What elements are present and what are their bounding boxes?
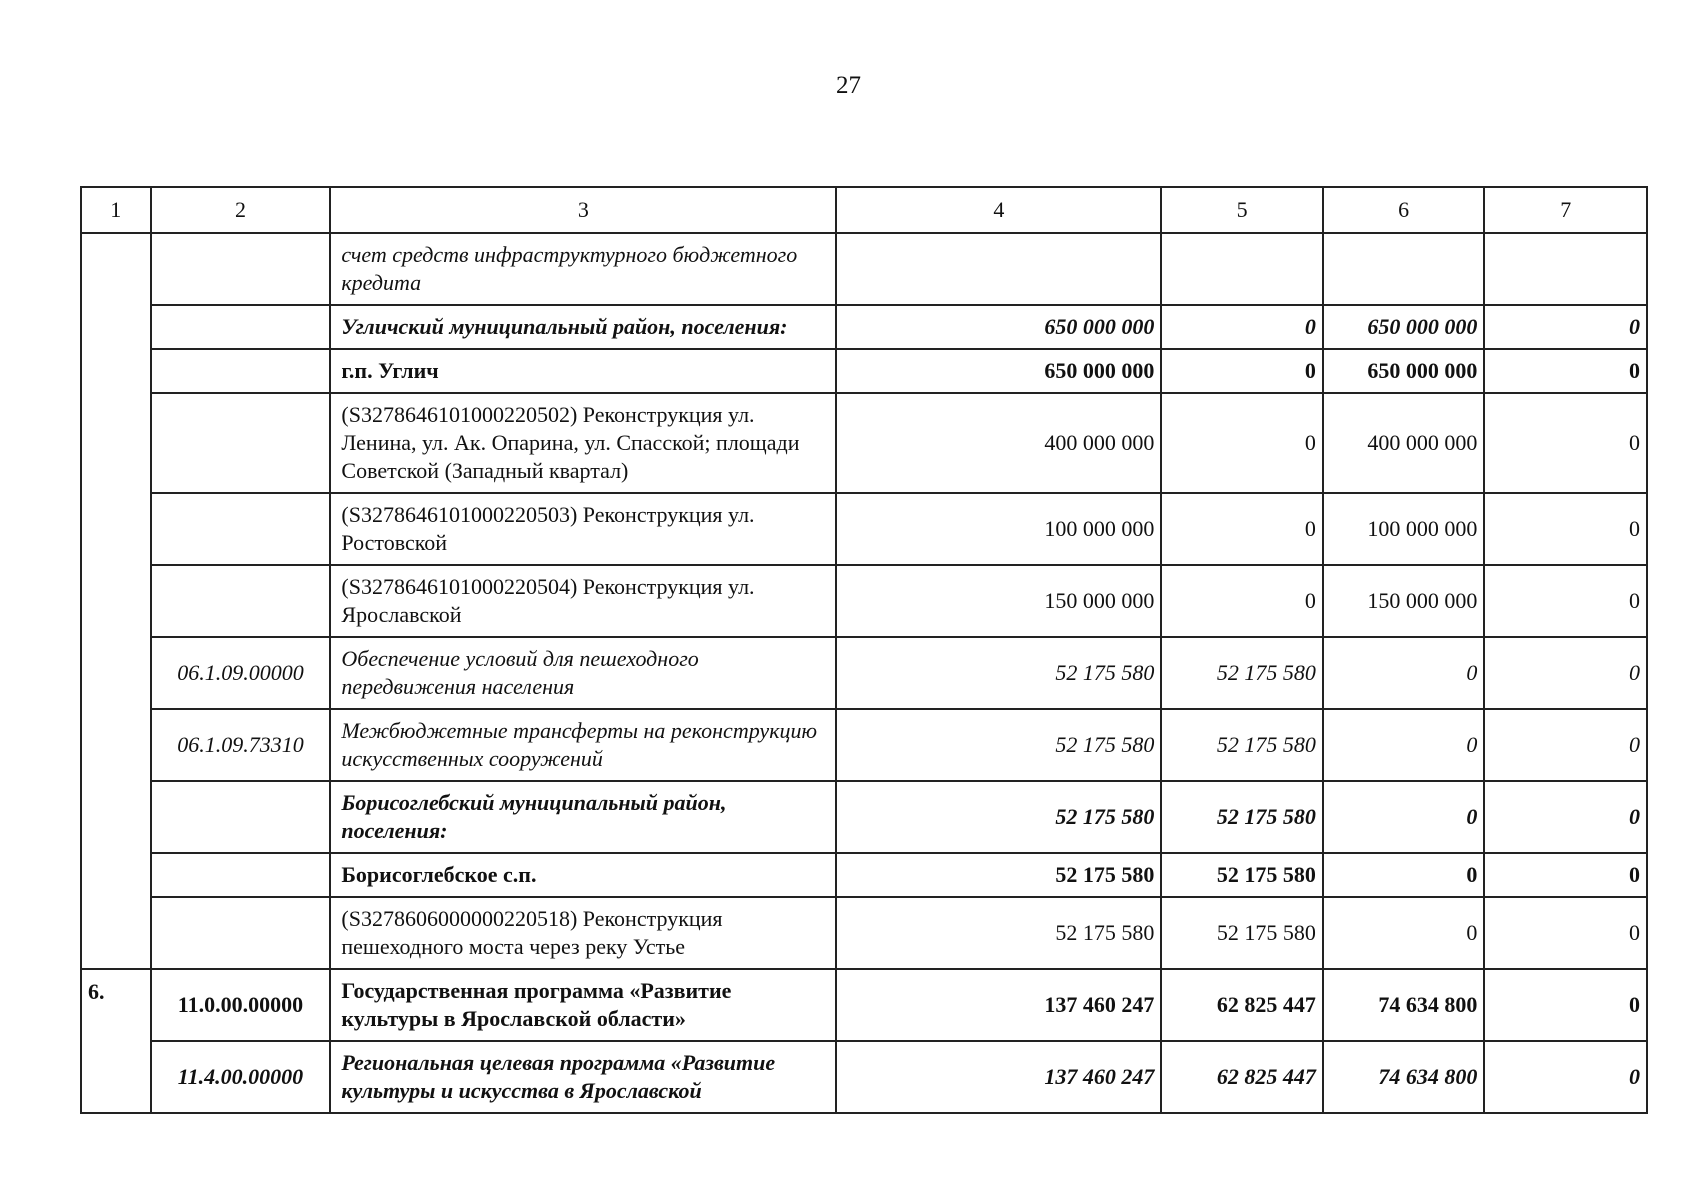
row-index: [81, 853, 151, 897]
row-col5: 52 175 580: [1161, 781, 1323, 853]
row-col6: [1323, 233, 1485, 305]
row-col6: 0: [1323, 781, 1485, 853]
row-col5: 0: [1161, 305, 1323, 349]
row-col4: 400 000 000: [836, 393, 1161, 493]
table-row: [81, 897, 1647, 969]
row-col7: 0: [1484, 349, 1647, 393]
row-col4: 137 460 247: [836, 1041, 1161, 1113]
row-code: 11.4.00.00000: [151, 1041, 331, 1113]
row-index: [81, 781, 151, 853]
table-row: [81, 349, 1647, 393]
row-col5: 0: [1161, 493, 1323, 565]
row-name: (S3278646101000220502) Реконструкция ул. Ленина, ул. Ак. Опарина, ул. Спасской; площади Советской (Западный квартал): [330, 393, 836, 493]
row-col4: 52 175 580: [836, 637, 1161, 709]
row-code: [151, 233, 331, 305]
row-index: [81, 393, 151, 493]
table-row: [81, 305, 1647, 349]
row-col5: 52 175 580: [1161, 709, 1323, 781]
table-header: [81, 187, 1647, 233]
column-header-1: 1: [81, 187, 151, 233]
column-header-6: 6: [1323, 187, 1485, 233]
row-col7: 0: [1484, 853, 1647, 897]
row-col4: 650 000 000: [836, 305, 1161, 349]
row-name: (S3278646101000220503) Реконструкция ул. Ростовской: [330, 493, 836, 565]
table-row: [81, 1041, 1647, 1113]
row-col5: 62 825 447: [1161, 969, 1323, 1041]
row-col5: 0: [1161, 349, 1323, 393]
row-code: [151, 565, 331, 637]
row-col6: 0: [1323, 897, 1485, 969]
row-col7: 0: [1484, 637, 1647, 709]
row-code: [151, 781, 331, 853]
row-name: Борисоглебский муниципальный район, поселения:: [330, 781, 836, 853]
row-col7: 0: [1484, 393, 1647, 493]
table-row: [81, 781, 1647, 853]
row-col7: 0: [1484, 305, 1647, 349]
row-index: [81, 493, 151, 565]
row-name: (S3278646101000220504) Реконструкция ул. Ярославской: [330, 565, 836, 637]
row-col7: 0: [1484, 709, 1647, 781]
row-index: [81, 897, 151, 969]
row-code: [151, 853, 331, 897]
row-col4: 52 175 580: [836, 897, 1161, 969]
row-col4: 52 175 580: [836, 709, 1161, 781]
row-col5: 0: [1161, 393, 1323, 493]
row-name: Государственная программа «Развитие культуры в Ярославской области»: [330, 969, 836, 1041]
row-index: [81, 349, 151, 393]
row-col6: 400 000 000: [1323, 393, 1485, 493]
row-col5: 0: [1161, 565, 1323, 637]
row-col6: 100 000 000: [1323, 493, 1485, 565]
row-col7: 0: [1484, 781, 1647, 853]
row-col4: 650 000 000: [836, 349, 1161, 393]
column-header-4: 4: [836, 187, 1161, 233]
table-row: [81, 393, 1647, 493]
row-name: Борисоглебское с.п.: [330, 853, 836, 897]
row-col5: 52 175 580: [1161, 853, 1323, 897]
row-col6: 74 634 800: [1323, 1041, 1485, 1113]
row-col5: 52 175 580: [1161, 897, 1323, 969]
row-name: Межбюджетные трансферты на реконструкцию искусственных сооружений: [330, 709, 836, 781]
row-index: [81, 565, 151, 637]
row-name: Обеспечение условий для пешеходного передвижения населения: [330, 637, 836, 709]
row-index: [81, 233, 151, 305]
row-col4: 137 460 247: [836, 969, 1161, 1041]
row-col6: 74 634 800: [1323, 969, 1485, 1041]
row-col7: [1484, 233, 1647, 305]
table-row: [81, 565, 1647, 637]
row-col4: [836, 233, 1161, 305]
row-name: г.п. Углич: [330, 349, 836, 393]
row-col4: 150 000 000: [836, 565, 1161, 637]
column-header-2: 2: [151, 187, 331, 233]
table-row: [81, 493, 1647, 565]
row-col6: 0: [1323, 853, 1485, 897]
column-header-3: 3: [330, 187, 836, 233]
table-row: [81, 969, 1647, 1041]
table-body: [81, 233, 1647, 1113]
row-index: [81, 1041, 151, 1113]
row-code: [151, 305, 331, 349]
row-col6: 650 000 000: [1323, 305, 1485, 349]
row-code: [151, 349, 331, 393]
row-col6: 0: [1323, 709, 1485, 781]
row-col5: 62 825 447: [1161, 1041, 1323, 1113]
row-name: счет средств инфраструктурного бюджетного кредита: [330, 233, 836, 305]
row-col4: 100 000 000: [836, 493, 1161, 565]
row-col6: 650 000 000: [1323, 349, 1485, 393]
column-header-5: 5: [1161, 187, 1323, 233]
row-index: [81, 709, 151, 781]
row-col6: 0: [1323, 637, 1485, 709]
column-header-7: 7: [1484, 187, 1647, 233]
row-col6: 150 000 000: [1323, 565, 1485, 637]
row-col7: 0: [1484, 565, 1647, 637]
row-name: Угличский муниципальный район, поселения:: [330, 305, 836, 349]
row-code: 11.0.00.00000: [151, 969, 331, 1041]
row-col4: 52 175 580: [836, 781, 1161, 853]
header-row: [81, 187, 1647, 233]
row-index: [81, 637, 151, 709]
row-code: [151, 393, 331, 493]
table-row: [81, 853, 1647, 897]
table-row: [81, 637, 1647, 709]
page-number: 27: [836, 72, 861, 99]
row-col7: 0: [1484, 493, 1647, 565]
row-code: [151, 897, 331, 969]
row-col7: 0: [1484, 897, 1647, 969]
row-col4: 52 175 580: [836, 853, 1161, 897]
row-col5: 52 175 580: [1161, 637, 1323, 709]
row-name: (S3278606000000220518) Реконструкция пешеходного моста через реку Устье: [330, 897, 836, 969]
table-row: [81, 709, 1647, 781]
row-index: [81, 305, 151, 349]
row-index: 6.: [81, 969, 151, 1041]
table-row: [81, 233, 1647, 305]
budget-table: [80, 186, 1648, 1114]
row-col7: 0: [1484, 969, 1647, 1041]
row-name: Региональная целевая программа «Развитие культуры и искусства в Ярославской: [330, 1041, 836, 1113]
row-col7: 0: [1484, 1041, 1647, 1113]
row-code: 06.1.09.00000: [151, 637, 331, 709]
row-code: [151, 493, 331, 565]
row-col5: [1161, 233, 1323, 305]
row-code: 06.1.09.73310: [151, 709, 331, 781]
